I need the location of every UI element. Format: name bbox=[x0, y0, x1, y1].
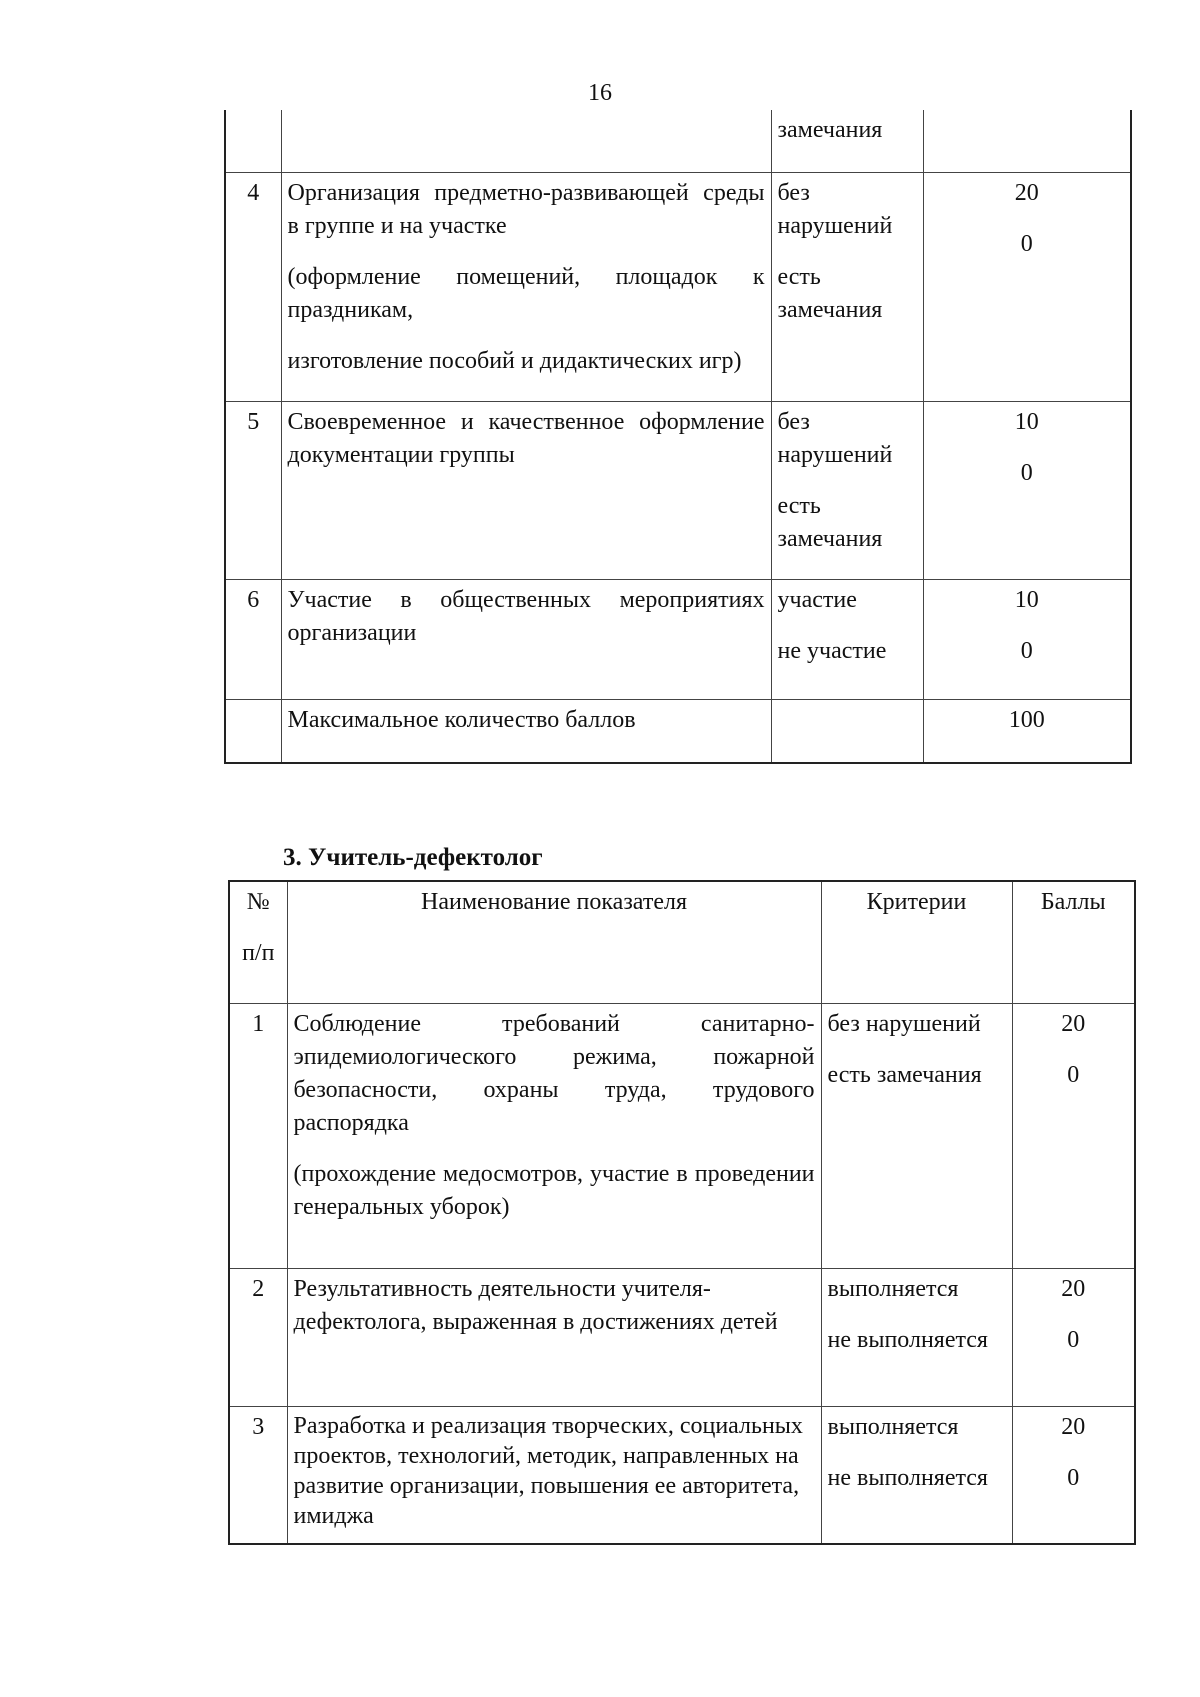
points-cell: 20 0 bbox=[1012, 1268, 1135, 1406]
criteria-cell: выполняется не выполняется bbox=[821, 1268, 1012, 1406]
row-number: 1 bbox=[229, 1003, 287, 1268]
points-cell: 20 0 bbox=[1012, 1003, 1135, 1268]
indicator-name: Результативность деятельности учителя-дефектолога, выраженная в достижениях детей bbox=[287, 1268, 821, 1406]
header-points: Баллы bbox=[1012, 881, 1135, 1003]
indicator-name: Участие в общественных мероприятиях организации bbox=[281, 579, 771, 699]
indicator-name: Своевременное и качественное оформление документации группы bbox=[281, 401, 771, 579]
table-row bbox=[225, 699, 1131, 763]
total-points: 100 bbox=[923, 699, 1131, 763]
section-title: 3. Учитель-дефектолог bbox=[283, 844, 543, 871]
criteria-cell: без нарушений есть замечания bbox=[821, 1003, 1012, 1268]
indicator-name: Соблюдение требований санитарно-эпидемиологического режима, пожарной безопасности, охраны труда, трудового распорядка (прохождение медосмотров, участие в проведении генеральных уборок) bbox=[287, 1003, 821, 1268]
row-number: 4 bbox=[225, 172, 281, 401]
row-number: 3 bbox=[229, 1406, 287, 1544]
row-number: 2 bbox=[229, 1268, 287, 1406]
table-row bbox=[225, 110, 1131, 172]
indicator-name bbox=[281, 110, 771, 172]
table-row bbox=[229, 1406, 1135, 1544]
criteria-cell: замечания bbox=[771, 110, 923, 172]
header-name: Наименование показателя bbox=[287, 881, 821, 1003]
indicator-name: Разработка и реализация творческих, социальных проектов, технологий, методик, направленных на развитие организации, повышения ее авторитета, имиджа bbox=[287, 1406, 821, 1544]
table-row bbox=[229, 1268, 1135, 1406]
criteria-cell: участие не участие bbox=[771, 579, 923, 699]
table-row bbox=[225, 401, 1131, 579]
total-label: Максимальное количество баллов bbox=[281, 699, 771, 763]
criteria-cell: без нарушений есть замечания bbox=[771, 172, 923, 401]
row-number bbox=[225, 110, 281, 172]
points-cell: 20 0 bbox=[923, 172, 1131, 401]
table-header-row bbox=[229, 881, 1135, 1003]
row-number: 5 bbox=[225, 401, 281, 579]
points-cell: 10 0 bbox=[923, 579, 1131, 699]
page-number: 16 bbox=[588, 80, 612, 106]
points-cell bbox=[923, 110, 1131, 172]
indicator-name: Организация предметно-развивающей среды в группе и на участке (оформление помещений, площадок к праздникам, изготовление пособий и дидактических игр) bbox=[281, 172, 771, 401]
table-row bbox=[225, 172, 1131, 401]
points-cell: 10 0 bbox=[923, 401, 1131, 579]
header-num: № п/п bbox=[229, 881, 287, 1003]
defectologist-criteria-table bbox=[228, 880, 1136, 1545]
table-row bbox=[229, 1003, 1135, 1268]
points-cell: 20 0 bbox=[1012, 1406, 1135, 1544]
header-criteria: Критерии bbox=[821, 881, 1012, 1003]
row-number bbox=[225, 699, 281, 763]
table-row bbox=[225, 579, 1131, 699]
criteria-cell bbox=[771, 699, 923, 763]
row-number: 6 bbox=[225, 579, 281, 699]
criteria-cell: выполняется не выполняется bbox=[821, 1406, 1012, 1544]
criteria-cell: без нарушений есть замечания bbox=[771, 401, 923, 579]
criteria-table-continued bbox=[224, 110, 1132, 764]
